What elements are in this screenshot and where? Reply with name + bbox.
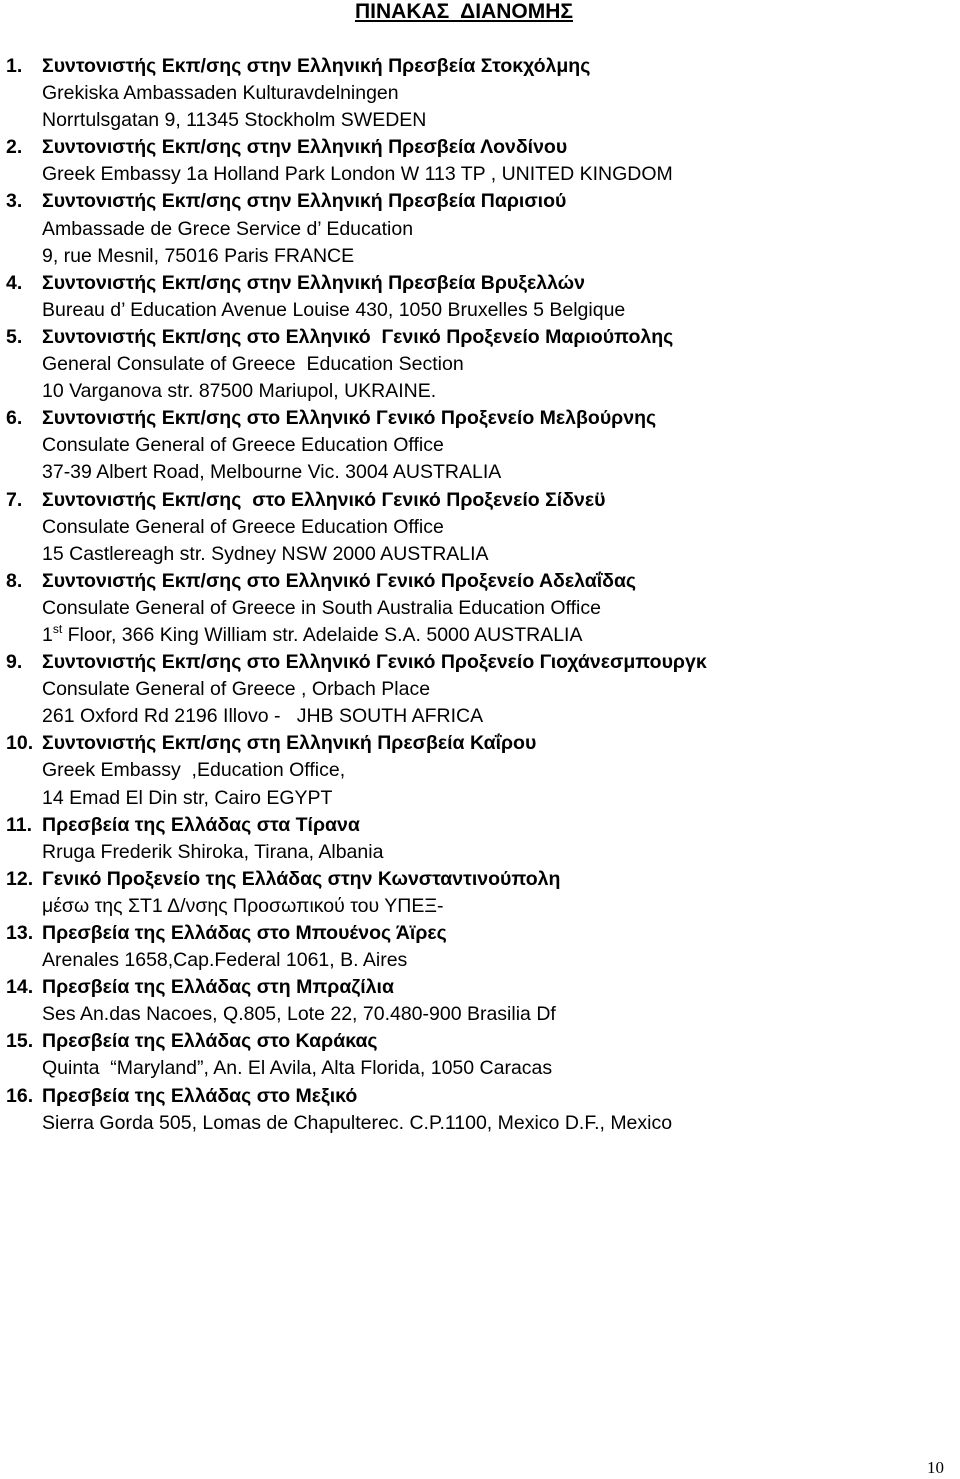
- entry-number: 7.: [6, 488, 23, 511]
- entry-heading: [6, 866, 946, 893]
- list-item: [6, 568, 946, 649]
- list-item: [6, 1083, 946, 1137]
- floor-ordinal-suffix: st: [52, 621, 63, 636]
- address-line: Arenales 1658,Cap.Federal 1061, B. Aires: [42, 949, 408, 972]
- entry-title: Γενικό Προξενείο της Ελλάδας στην Κωνσταντινούπολη: [42, 867, 561, 890]
- entry-heading: [6, 487, 946, 514]
- address-line: Sierra Gorda 505, Lomas de Chapulterec. C.P.1100, Mexico D.F., Mexico: [42, 1111, 673, 1134]
- entry-heading: [6, 188, 946, 215]
- entry-heading: [6, 568, 946, 595]
- list-item: [6, 188, 946, 269]
- list-item: [6, 324, 946, 405]
- address-line: 15 Castlereagh str. Sydney NSW 2000 AUSTRALIA: [42, 542, 489, 565]
- entry-number: 11.: [6, 813, 33, 836]
- entry-number: 1.: [6, 55, 23, 77]
- floor-address: Floor, 366 King William str. Adelaide S.A. 5000 AUSTRALIA: [62, 623, 583, 646]
- entry-number: 14.: [6, 976, 34, 999]
- entry-number: 10.: [6, 732, 34, 755]
- address-line: Grekiska Ambassaden Kulturavdelningen: [42, 82, 399, 105]
- entry-number: 15.: [6, 1030, 34, 1053]
- list-item: [6, 1028, 946, 1082]
- address-line: 9, rue Mesnil, 75016 Paris FRANCE: [42, 244, 355, 267]
- entry-number: 2.: [6, 136, 23, 159]
- list-item: [6, 920, 946, 974]
- entry-title: Συντονιστής Εκπ/σης στο Ελληνικό Γενικό Προξενείο Μαριούπολης: [42, 325, 674, 348]
- entry-heading: [6, 270, 946, 297]
- floor-number: 1: [42, 623, 53, 646]
- entry-title: Συντονιστής Εκπ/σης στο Ελληνικό Γενικό Προξενείο Γιοχάνεσμπουργκ: [42, 651, 707, 674]
- entry-heading: [6, 812, 946, 839]
- address-line: Norrtulsgatan 9, 11345 Stockholm SWEDEN: [42, 109, 427, 132]
- address-line: Consulate General of Greece , Orbach Place: [42, 678, 431, 701]
- entry-heading: [6, 53, 946, 80]
- list-item: [6, 812, 946, 866]
- entry-heading: [6, 134, 946, 161]
- entry-heading: [6, 730, 946, 757]
- address-line: μέσω της ΣΤ1 Δ/νσης Προσωπικού του ΥΠΕΞ-: [42, 894, 444, 917]
- page-title: ΠΙΝΑΚΑΣ ΔΙΑΝΟΜΗΣ: [354, 0, 573, 23]
- address-line: 261 Oxford Rd 2196 Illovo - JHB SOUTH AFRICA: [42, 705, 484, 728]
- address-line: Greek Embassy ,Education Office,: [42, 759, 346, 782]
- entry-number: 5.: [6, 325, 23, 348]
- address-line: Ambassade de Grece Service d’ Education: [42, 217, 414, 240]
- entry-heading: [6, 649, 946, 676]
- entry-heading: [6, 405, 946, 432]
- entry-title: Συντονιστής Εκπ/σης στη Ελληνική Πρεσβεία Καΐρου: [42, 732, 537, 755]
- list-item: [6, 270, 946, 324]
- entry-number: 12.: [6, 867, 34, 890]
- entry-title: Συντονιστής Εκπ/σης στο Ελληνικό Γενικό Προξενείο Μελβούρνης: [42, 407, 657, 430]
- entry-heading: [6, 920, 946, 947]
- entry-number: 4.: [6, 271, 23, 294]
- entry-number: 6.: [6, 407, 23, 430]
- list-item: [6, 866, 946, 920]
- entry-number: 8.: [6, 569, 23, 592]
- address-line: Consulate General of Greece in South Australia Education Office: [42, 596, 601, 619]
- entry-title: Συντονιστής Εκπ/σης στην Ελληνική Πρεσβεία Βρυξελλών: [42, 271, 585, 294]
- entry-title: Πρεσβεία της Ελλάδας στα Τίρανα: [42, 813, 360, 836]
- address-line: Rruga Frederik Shiroka, Tirana, Albania: [42, 840, 384, 863]
- address-line: Quinta “Maryland”, An. El Avila, Alta Florida, 1050 Caracas: [42, 1057, 553, 1080]
- page-number: 10: [927, 1458, 944, 1477]
- entry-heading: [6, 1083, 946, 1110]
- list-item: [6, 974, 946, 1028]
- entry-title: Πρεσβεία της Ελλάδας στο Καράκας: [42, 1030, 378, 1053]
- list-item: [6, 730, 946, 811]
- entry-heading: [6, 324, 946, 351]
- list-item: [6, 487, 946, 568]
- list-item: [6, 405, 946, 486]
- address-line: 14 Emad El Din str, Cairo EGYPT: [42, 786, 333, 809]
- address-line: Greek Embassy 1a Holland Park London W 113 TP , UNITED KINGDOM: [42, 163, 673, 186]
- entry-heading: [6, 974, 946, 1001]
- entry-number: 3.: [6, 190, 23, 213]
- address-line: 37-39 Albert Road, Melbourne Vic. 3004 AUSTRALIA: [42, 461, 502, 484]
- list-item: [6, 134, 946, 188]
- entry-title: Συντονιστής Εκπ/σης στην Ελληνική Πρεσβεία Λονδίνου: [42, 136, 568, 159]
- list-item: [6, 649, 946, 730]
- address-line: 10 Varganova str. 87500 Mariupol, UKRAINE.: [42, 380, 437, 403]
- entry-title: Πρεσβεία της Ελλάδας στη Μπραζίλια: [42, 976, 394, 999]
- entry-number: 13.: [6, 922, 34, 944]
- entry-number: 9.: [6, 651, 23, 674]
- address-line: General Consulate of Greece Education Section: [42, 353, 464, 376]
- entry-title: Πρεσβεία της Ελλάδας στο Μπουένος Άϊρες: [42, 922, 447, 944]
- entry-title: Συντονιστής Εκπ/σης στην Ελληνική Πρεσβεία Παρισιού: [42, 190, 567, 213]
- entry-title: Πρεσβεία της Ελλάδας στο Μεξικό: [42, 1084, 358, 1107]
- entry-heading: [6, 1028, 946, 1055]
- entry-number: 16.: [6, 1084, 34, 1107]
- entry-title: Συντονιστής Εκπ/σης στο Ελληνικό Γενικό Προξενείο Αδελαΐδας: [42, 569, 637, 592]
- entry-title: Συντονιστής Εκπ/σης στην Ελληνική Πρεσβεία Στοκχόλμης: [42, 55, 591, 77]
- address-line: Bureau d’ Education Avenue Louise 430, 1050 Bruxelles 5 Belgique: [42, 298, 626, 321]
- address-line: Consulate General of Greece Education Office: [42, 515, 444, 538]
- entry-title: Συντονιστής Εκπ/σης στο Ελληνικό Γενικό Προξενείο Σίδνεϋ: [42, 488, 606, 511]
- distribution-list: [6, 53, 946, 1137]
- address-line-floor: [6, 622, 946, 649]
- address-line: Consulate General of Greece Education Office: [42, 434, 444, 457]
- address-line: Ses An.das Nacoes, Q.805, Lote 22, 70.480-900 Brasilia Df: [42, 1003, 556, 1026]
- list-item: [6, 53, 946, 134]
